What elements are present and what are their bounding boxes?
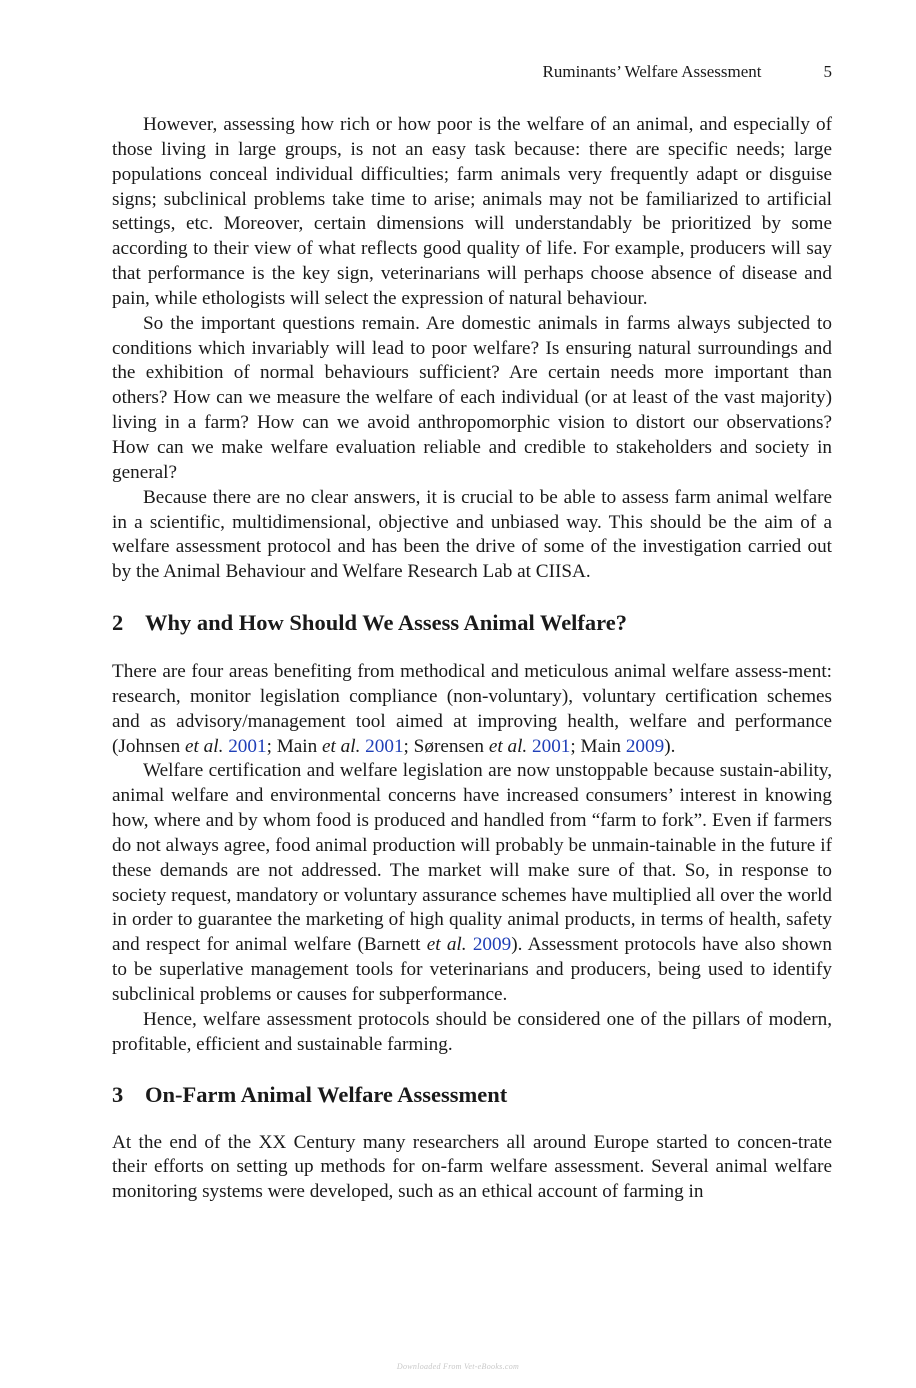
running-title: Ruminants’ Welfare Assessment [542,62,762,81]
section-number: 2 [112,610,124,636]
et-al-italic: et al. [488,735,528,757]
download-watermark: Downloaded From Vet-eBooks.com [396,1362,520,1371]
section-heading [112,1081,832,1109]
et-al-italic: et al. [322,735,361,757]
body-paragraph: However, assessing how rich or how poor is the welfare of an animal, and especially of those living in large groups, is not an easy task because: there are specific needs; large populations conceal individual difficulties; farm animals very frequently adapt or disguise signs; subclinical problems take time to arise; animals may not be familiarized to artificial settings, etc. Moreover, certain dimensions will understandably be prioritized by some according to their view of what reflects good quality of life. For example, producers will say that performance is the key sign, veterinarians will perhaps choose absence of disease and pain, while ethologists will select the expression of natural behaviour. [112,114,832,309]
page-number: 5 [823,62,832,81]
body-paragraph [112,660,832,759]
citation-link[interactable]: 2009 [472,934,512,956]
paragraph-text: There are four areas benefiting from methodical and meticulous animal welfare assess-ment: research, monitor legislation compliance (non-voluntary), voluntary certification schemes and as advisory/management tool aimed at improving health, welfare and performance (Johnsen [112,661,832,757]
citation-author: ; Sørensen [403,735,489,757]
section-title: Why and How Should We Assess Animal Welfare? [145,610,627,636]
running-header [112,61,832,83]
section-heading [112,609,832,637]
body-paragraph: Hence, welfare assessment protocols should be considered one of the pillars of modern, profitable, efficient and sustainable farming. [112,1008,832,1055]
et-al-italic: et al. [426,934,467,956]
body-paragraph: Because there are no clear answers, it is crucial to be able to assess farm animal welfare in a scientific, multidimensional, objective and unbiased way. This should be the aim of a welfare assessment protocol and has been the drive of some of the investigation carried out by the Animal Behaviour and Welfare Research Lab at CIISA. [112,486,832,583]
citation-link[interactable]: 2001 [365,735,404,757]
paragraph-text: Welfare certification and welfare legislation are now unstoppable because sustain-ability, animal welfare and environmental concerns have increased consumers’ interest in knowing how, where and by whom food is produced and handled from “farm to fork”. Even if farmers do not always agree, food animal production will probably be unmain-tainable in the future if these demands are not addressed. The market will make sure of that. So, in response to society request, mandatory or voluntary assurance schemes have multiplied all over the world in order to guarantee the marketing of high quality animal products, in terms of health, safety and respect for animal welfare (Barnett [112,760,832,956]
body-paragraph: At the end of the XX Century many researchers all around Europe started to concen-trate their efforts on setting up methods for on-farm welfare assessment. Several animal welfare monitoring systems were developed, such as an ethical account of farming in [112,1131,832,1203]
citation-link[interactable]: 2001 [228,735,267,757]
citation-link[interactable]: 2009 [625,735,665,757]
et-al-italic: et al. [185,735,224,757]
section-number: 3 [112,1081,124,1107]
citation-link[interactable]: 2001 [532,735,571,757]
citation-author: ; Main [266,735,322,757]
paragraph-text: ). Assessment protocols have also shown to be superlative management tools for veterinarians and producers, being used to identify subclinical problems or causes for subperformance. [112,934,832,1005]
body-paragraph: So the important questions remain. Are domestic animals in farms always subjected to conditions which invariably will lead to poor welfare? Is ensuring natural surroundings and the exhibition of normal behaviours sufficient? Are certain needs more important than others? How can we measure the welfare of each individual (or at least of the vast majority) living in a farm? How can we avoid anthropomorphic vision to distort our observations? How can we make welfare evaluation reliable and credible to stakeholders and society in general? [112,312,832,483]
page-body [112,113,832,1205]
paragraph-text: ). [664,735,676,757]
body-paragraph [112,759,832,1007]
section-title: On-Farm Animal Welfare Assessment [145,1081,508,1107]
citation-author: ; Main [570,735,626,757]
